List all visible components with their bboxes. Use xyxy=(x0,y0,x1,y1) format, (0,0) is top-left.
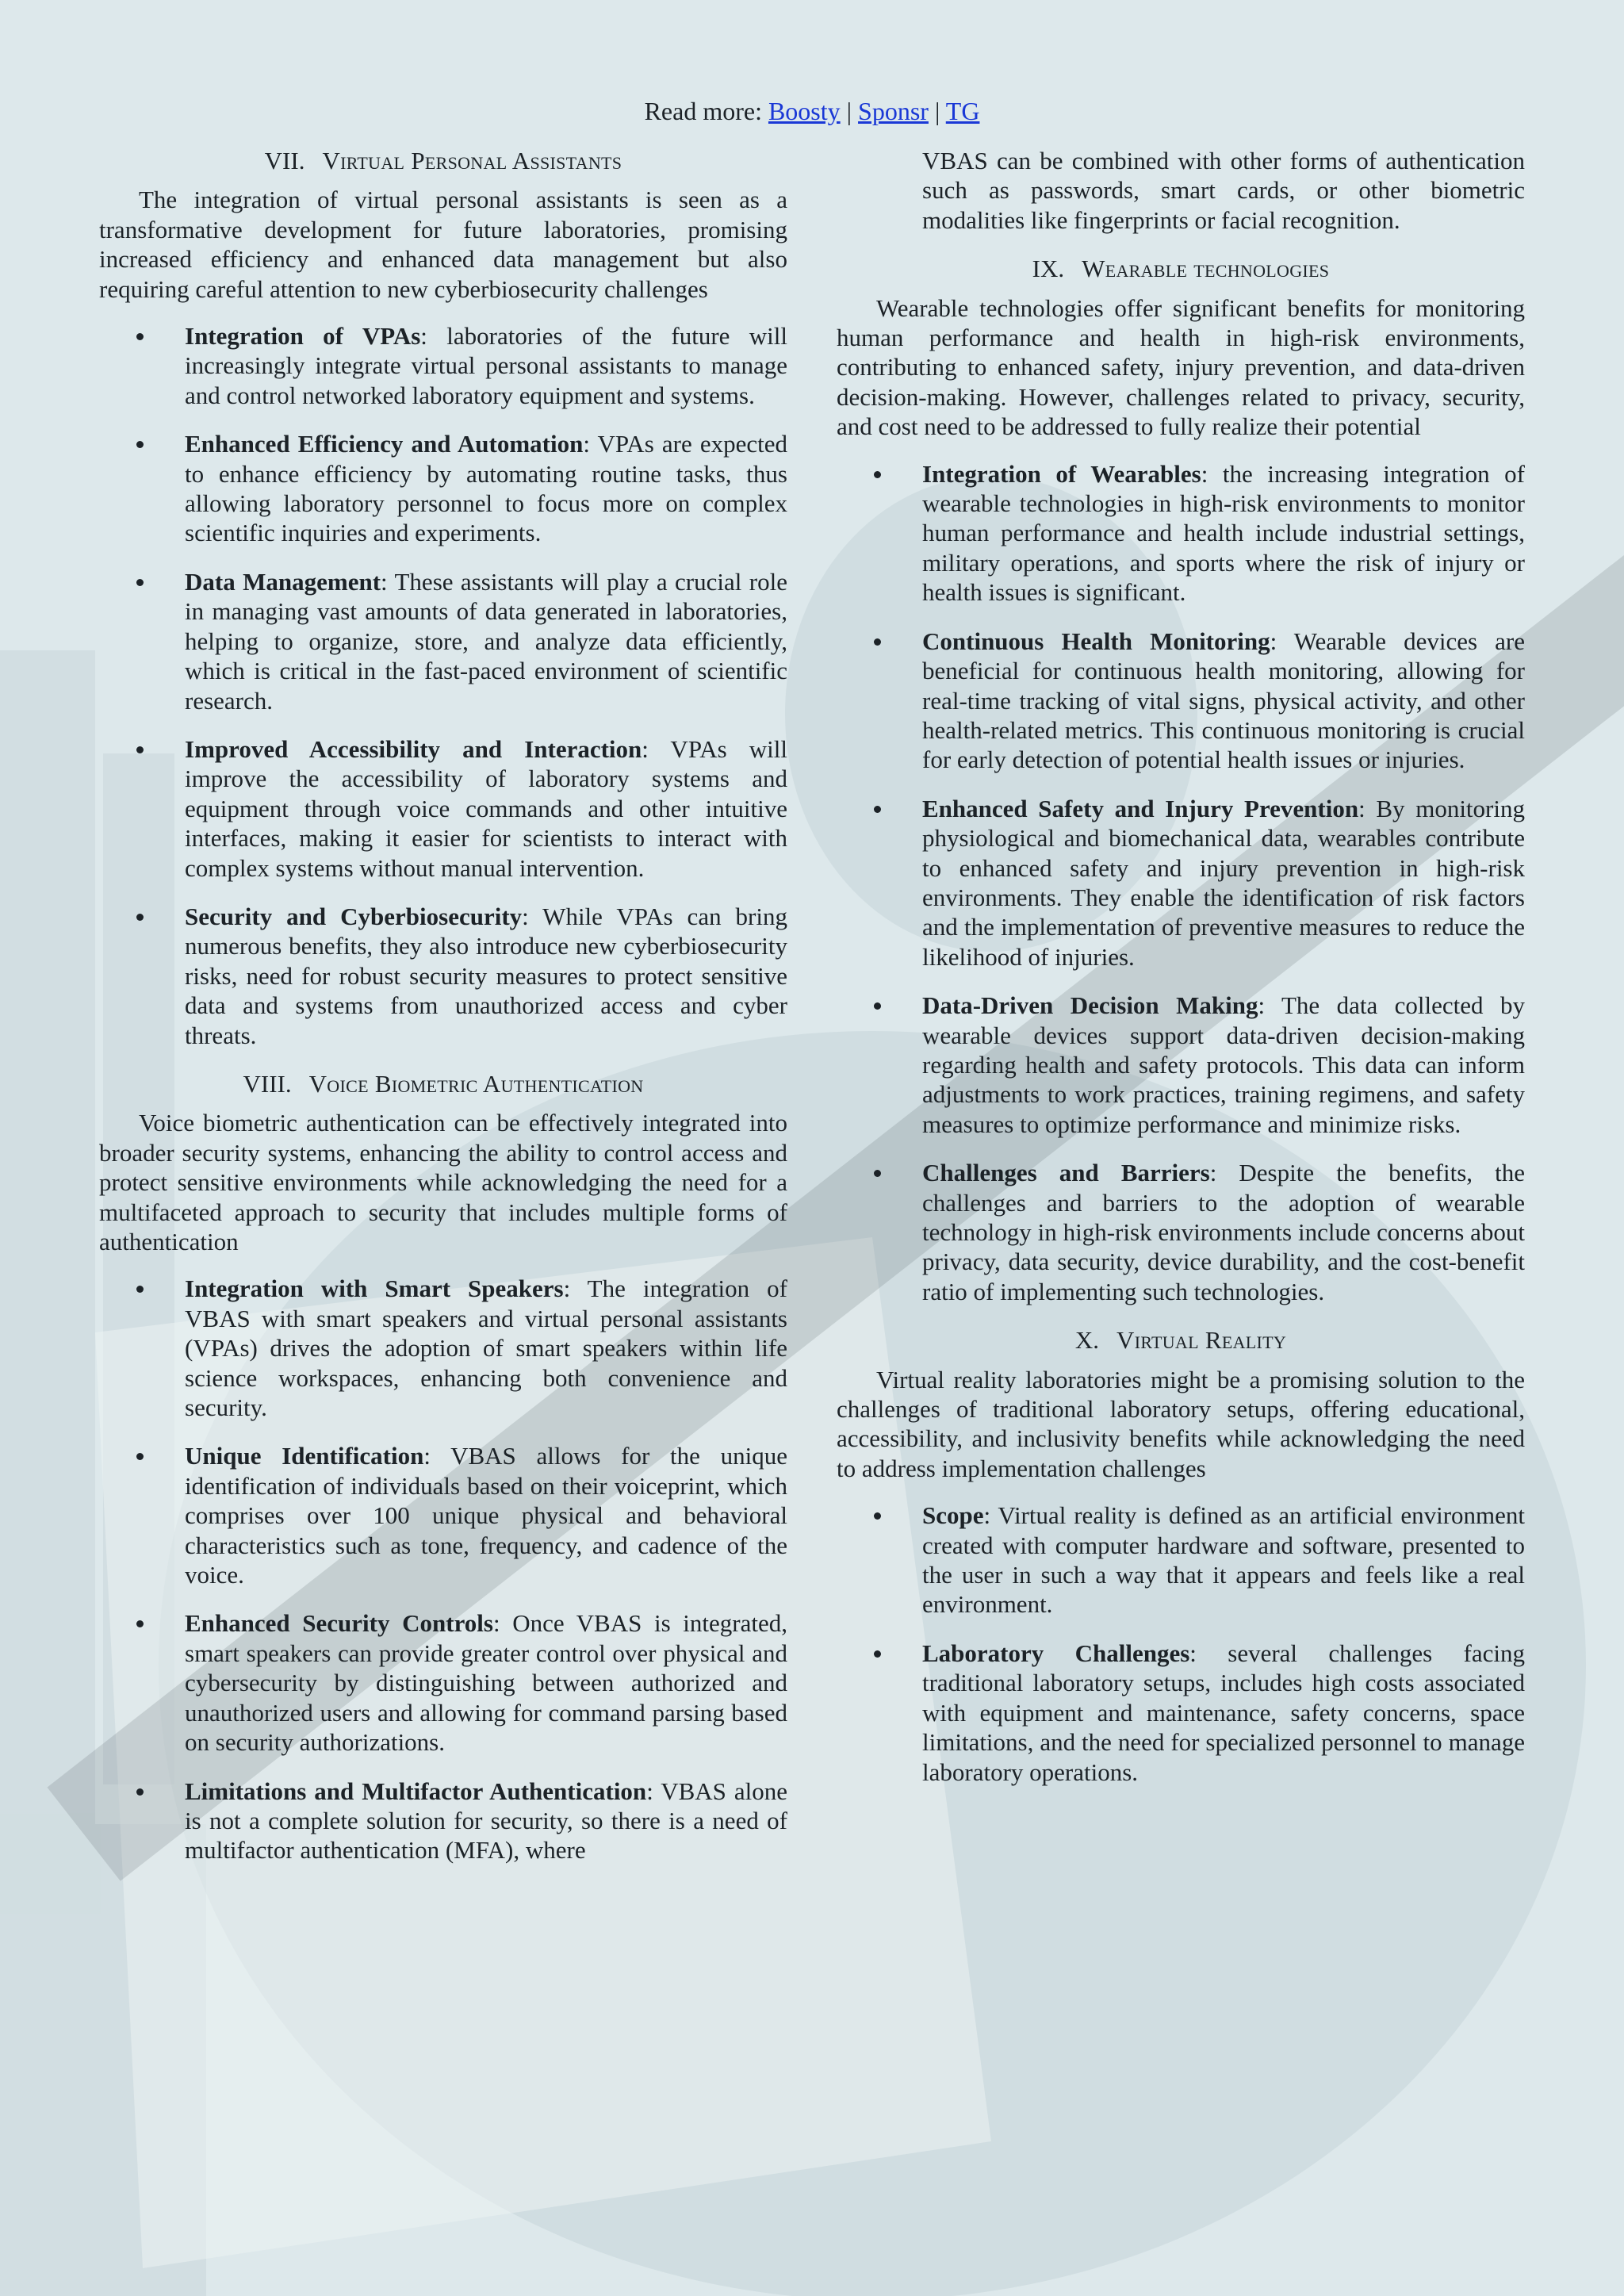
bullet-term: Enhanced Security Controls xyxy=(185,1609,493,1638)
right-column xyxy=(837,146,1525,1806)
bullet-icon xyxy=(136,333,144,340)
list-item xyxy=(99,567,787,715)
section-name: Virtual Reality xyxy=(1116,1326,1287,1355)
bullet-text: : Virtual reality is defined as an artificial environment created with computer hardware and software, presented to the user in such a way that it appears and feels like a real environment. xyxy=(922,1501,1525,1619)
separator: | xyxy=(840,97,859,125)
list-item xyxy=(99,429,787,548)
section-number: VIII. xyxy=(243,1069,292,1098)
bullet-icon xyxy=(136,579,144,586)
bullet-icon xyxy=(136,1788,144,1796)
bullet-term: Data-Driven Decision Making xyxy=(922,991,1258,1020)
bullet-icon xyxy=(136,914,144,921)
bullet-text: : VPAs will improve the accessibility of laboratory systems and equipment through voice commands and other intuitive interfaces, making it easier for scientists to interact with complex systems without manual intervention. xyxy=(185,734,787,882)
section-intro: The integration of virtual personal assistants is seen as a transformative development for future laboratories, promising increased efficiency and enhanced data management but also requiring careful attention to new cyberbiosecurity challenges xyxy=(99,186,787,303)
list-item xyxy=(837,1639,1525,1787)
list-item xyxy=(99,321,787,410)
list-item xyxy=(99,1608,787,1757)
bullet-term: Integration of Wearables xyxy=(922,459,1201,488)
bullet-list xyxy=(837,459,1525,1307)
list-item xyxy=(99,902,787,1050)
bullet-text: : Wearable devices are beneficial for continuous health monitoring, allowing for real-time tracking of vital signs, physical activity, and other health-related metrics. This continuous monitoring is crucial for early detection of potential health issues or injuries. xyxy=(922,627,1525,774)
section-intro: Voice biometric authentication can be effectively integrated into broader security systems, enhancing the ability to control access and protect sensitive environments while acknowledging the need for a multifaceted approach to security that includes multiple forms of authentication xyxy=(99,1109,787,1255)
read-more-header xyxy=(0,97,1624,126)
section-number: IX. xyxy=(1032,255,1065,283)
list-item xyxy=(99,1441,787,1589)
bullet-text: : The data collected by wearable devices support data-driven decision-making regarding health and safety protocols. This data can inform adjustments to work practices, training regimens, and safety measures to optimize performance and minimize risks. xyxy=(922,991,1525,1138)
bullet-icon xyxy=(874,1002,881,1010)
bullet-term: Continuous Health Monitoring xyxy=(922,627,1270,655)
tg-link[interactable]: TG xyxy=(945,97,980,125)
bullet-icon xyxy=(136,746,144,753)
bullet-icon xyxy=(136,441,144,448)
list-item xyxy=(837,459,1525,608)
section-name: Wearable technologies xyxy=(1082,255,1330,283)
bullet-term: Enhanced Safety and Injury Prevention xyxy=(922,794,1359,822)
bullet-icon xyxy=(874,1650,881,1658)
bullet-term: Integration of VPAs xyxy=(185,322,421,351)
sponsr-link[interactable]: Sponsr xyxy=(858,97,929,125)
separator: | xyxy=(928,97,946,125)
bullet-text: : VPAs are expected to enhance efficiency by automating routine tasks, thus allowing laboratory personnel to focus more on complex scientific inquiries and experiments. xyxy=(185,430,788,547)
section-title-ix xyxy=(837,254,1525,283)
list-item xyxy=(99,734,787,883)
bullet-icon xyxy=(874,806,881,813)
bullet-list xyxy=(837,1501,1525,1787)
bullet-term: Data Management xyxy=(185,567,381,596)
list-item xyxy=(99,1777,787,1865)
bullet-term: Enhanced Efficiency and Automation xyxy=(185,430,584,458)
boosty-link[interactable]: Boosty xyxy=(768,97,841,125)
bullet-icon xyxy=(874,1170,881,1177)
section-title-viii xyxy=(99,1069,787,1098)
bullet-term: Limitations and Multifactor Authentication xyxy=(185,1777,647,1805)
section-title-vii xyxy=(99,146,787,175)
section-name: Virtual Personal Assistants xyxy=(322,147,622,174)
section-number: X. xyxy=(1074,1326,1100,1355)
section-intro: Wearable technologies offer significant benefits for monitoring human performance and health in high-risk environments, contributing to enhanced safety, injury prevention, and data-driven decision-making. However, challenges related to privacy, security, and cost need to be addressed to fully realize their potential xyxy=(837,293,1525,441)
bullet-term: Laboratory Challenges xyxy=(922,1639,1190,1667)
bullet-text: : These assistants will play a crucial role in managing vast amounts of data generated in laboratories, helping to organize, store, and analyze data efficiently, which is critical in the fast-paced environment of scientific research. xyxy=(185,567,787,715)
list-item xyxy=(99,1274,787,1422)
bullet-term: Unique Identification xyxy=(185,1442,424,1470)
bullet-icon xyxy=(136,1453,144,1460)
bullet-icon xyxy=(136,1620,144,1627)
bullet-term: Challenges and Barriers xyxy=(922,1159,1210,1187)
section-number: VII. xyxy=(264,147,305,174)
section-title-x xyxy=(837,1325,1525,1355)
bullet-term: Scope xyxy=(922,1501,984,1530)
bullet-text: : VBAS alone is not a complete solution for security, so there is a need of multifactor authentication (MFA), where xyxy=(185,1777,787,1865)
bullet-text: : VBAS allows for the unique identification of individuals based on their voiceprint, which comprises over 100 unique physical and behavioral characteristics such as tone, frequency, and cadence of the voice. xyxy=(185,1442,787,1589)
bullet-text: : laboratories of the future will increasingly integrate virtual personal assistants to manage and control networked laboratory equipment and systems. xyxy=(185,322,787,409)
bullet-term: Improved Accessibility and Interaction xyxy=(185,734,642,763)
bullet-list xyxy=(99,1274,787,1865)
list-item xyxy=(837,991,1525,1139)
bullet-list xyxy=(99,321,787,1050)
list-item xyxy=(837,1501,1525,1619)
bullet-icon xyxy=(874,1512,881,1520)
section-intro: Virtual reality laboratories might be a promising solution to the challenges of traditional laboratory setups, offering educational, accessibility, and inclusivity benefits while acknowledging the need to address implementation challenges xyxy=(837,1365,1525,1482)
bullet-icon xyxy=(874,638,881,646)
bullet-icon xyxy=(874,471,881,478)
bullet-text: : While VPAs can bring numerous benefits, they also introduce new cyberbiosecurity risks, need for robust security measures to protect sensitive data and systems from unauthorized access and cyber threats. xyxy=(185,902,787,1049)
list-item xyxy=(837,627,1525,775)
bullet-text: : several challenges facing traditional laboratory setups, includes high costs associated with equipment and maintenance, safety concerns, space limitations, and the need for specialized personnel to manage laboratory operations. xyxy=(922,1639,1526,1786)
read-more-prefix: Read more: xyxy=(644,97,768,125)
bullet-text: : The integration of VBAS with smart speakers and virtual personal assistants (VPAs) drives the adoption of smart speakers within life science workspaces, enhancing both convenience and security. xyxy=(185,1274,787,1422)
left-column xyxy=(99,146,787,1884)
bullet-text: : Despite the benefits, the challenges and barriers to the adoption of wearable technology in high-risk environments include concerns about privacy, data security, device durability, and the cost-benefit ratio of implementing such technologies. xyxy=(922,1159,1525,1305)
bullet-term: Security and Cyberbiosecurity xyxy=(185,902,523,930)
bullet-text: : By monitoring physiological and biomechanical data, wearables contribute to enhanced safety and injury prevention in high-risk environments. They enable the identification of risk factors and the implementation of preventive measures to reduce the likelihood of injuries. xyxy=(922,794,1525,971)
bullet-icon xyxy=(136,1286,144,1293)
bullet-term: Integration with Smart Speakers xyxy=(185,1274,564,1303)
bullet-text: : the increasing integration of wearable technologies in high-risk environments to monitor human performance and health include industrial settings, military operations, and sports where the risk of injury or health issues is significant. xyxy=(922,459,1525,607)
section-name: Voice Biometric Authentication xyxy=(308,1069,644,1098)
list-item xyxy=(837,1158,1525,1306)
bullet-continuation: VBAS can be combined with other forms of authentication such as passwords, smart cards, or other biometric modalities like fingerprints or facial recognition. xyxy=(922,147,1525,234)
list-item xyxy=(837,794,1525,972)
bullet-text: : Once VBAS is integrated, smart speakers can provide greater control over physical and cybersecurity by distinguishing between authorized and unauthorized users and allowing for command parsing based on security authorizations. xyxy=(185,1609,787,1757)
